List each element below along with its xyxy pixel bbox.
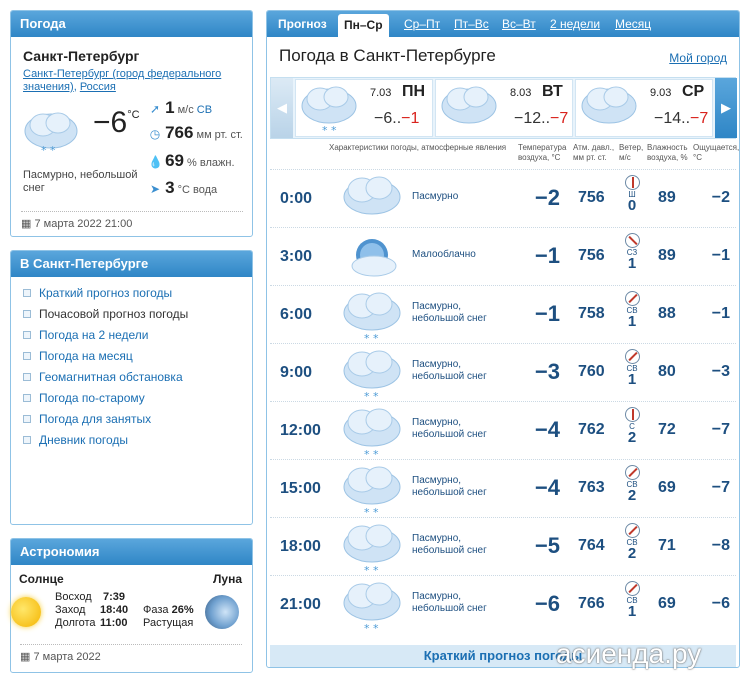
bullet-icon: [23, 436, 31, 444]
cloud-icon: [340, 172, 404, 228]
my-city-link[interactable]: Мой город: [669, 51, 727, 65]
link-geomagnetic[interactable]: Геомагнитная обстановка: [23, 369, 252, 390]
day-of-week: СР: [682, 83, 705, 100]
row-wind: СВ 1: [622, 349, 642, 387]
row-temperature: −4: [534, 417, 560, 442]
cloud-snow-icon: [298, 82, 360, 136]
row-humidity: 89: [658, 247, 676, 264]
row-time: 21:00: [280, 596, 321, 613]
day-of-week: ВТ: [542, 83, 563, 100]
row-description: Пасмурно: [412, 191, 459, 202]
row-time: 18:00: [280, 538, 321, 555]
tab-wed-fri[interactable]: Ср–Пт: [404, 17, 441, 31]
hourly-row: [270, 343, 736, 401]
day-selector: [270, 77, 736, 139]
row-wind: С 2: [622, 407, 642, 445]
partly-cloudy-icon: [342, 232, 402, 282]
svg-text:* *: * *: [364, 564, 379, 576]
row-pressure: 756: [578, 189, 605, 206]
row-humidity: 69: [658, 479, 676, 496]
short-forecast-link[interactable]: Краткий прогноз погоды: [270, 645, 736, 667]
astronomy-date: ▦ 7 марта 2022: [20, 644, 242, 663]
next-arrow-icon[interactable]: ▶: [715, 78, 737, 138]
hourly-row: [270, 169, 736, 227]
tab-sun-tue[interactable]: Вс–Вт: [502, 17, 536, 31]
row-feels-like: −3: [711, 363, 730, 380]
row-temperature: −5: [534, 533, 560, 558]
row-humidity: 89: [658, 189, 676, 206]
moon-phase-row: Фаза 26%: [143, 604, 194, 616]
bullet-icon: [23, 289, 31, 297]
hourly-row: [270, 227, 736, 285]
cloud-snow-icon: [340, 578, 404, 634]
row-temperature: −1: [534, 301, 560, 326]
bullet-icon: [23, 310, 31, 318]
day-card[interactable]: [295, 79, 433, 137]
row-temperature: −4: [534, 475, 560, 500]
day-temp-range: −14..−7: [654, 110, 709, 127]
day-card[interactable]: [435, 79, 573, 137]
city-breadcrumb: Санкт-Петербург (город федерального значения), Россия: [23, 68, 222, 93]
pressure-stat: ◷ 766 мм рт. ст.: [149, 123, 243, 142]
hourly-row: [270, 517, 736, 575]
page-title: Погода в Санкт-Петербурге: [279, 46, 496, 65]
panel-title: В Санкт-Петербурге: [11, 251, 252, 277]
row-description: Пасмурно, небольшой снег: [412, 301, 487, 324]
hourly-row: [270, 459, 736, 517]
row-time: 12:00: [280, 422, 321, 439]
sunrise-row: Восход 7:39: [55, 591, 126, 603]
panel-title: Астрономия: [11, 539, 252, 565]
row-wind: Ш 0: [622, 175, 642, 213]
row-feels-like: −1: [711, 305, 730, 322]
panel-title: Погода: [11, 11, 252, 37]
city-links-list: [11, 277, 252, 453]
row-time: 15:00: [280, 480, 321, 497]
row-wind: СВ 2: [622, 523, 642, 561]
tab-month[interactable]: Месяц: [615, 17, 652, 31]
link-old-style[interactable]: Погода по-старому: [23, 390, 252, 411]
day-date: 9.03: [650, 87, 672, 99]
gauge-icon: ◷: [149, 127, 161, 141]
hourly-row: [270, 285, 736, 343]
row-time: 6:00: [280, 306, 313, 323]
svg-text:* *: * *: [364, 622, 379, 634]
hourly-row: [270, 575, 736, 633]
daylength-row: Долгота 11:00: [55, 617, 128, 629]
wind-stat: ➚ 1 м/с СВ: [149, 98, 213, 117]
wind-compass-icon: [625, 581, 640, 596]
row-wind: СВ 2: [622, 465, 642, 503]
moon-icon: [205, 595, 239, 629]
row-humidity: 72: [658, 421, 676, 438]
wind-compass-icon: [625, 465, 640, 480]
row-humidity: 69: [658, 595, 676, 612]
bullet-icon: [23, 394, 31, 402]
cloud-icon: [438, 82, 500, 132]
row-description: Пасмурно, небольшой снег: [412, 475, 487, 498]
calendar-icon: ▦: [20, 651, 31, 663]
cloud-snow-icon: [340, 462, 404, 518]
link-month[interactable]: Погода на месяц: [23, 348, 252, 369]
row-description: Малооблачно: [412, 249, 476, 260]
row-time: 9:00: [280, 364, 313, 381]
current-weather-panel: [10, 10, 253, 237]
day-temp-range: −6..−1: [374, 110, 420, 127]
row-time: 3:00: [280, 248, 313, 265]
row-pressure: 766: [578, 595, 605, 612]
sun-icon: [11, 597, 41, 627]
row-time: 0:00: [280, 190, 313, 207]
header-feels: Ощущается, °С: [693, 143, 740, 162]
watermark: асиенда.ру: [556, 638, 702, 669]
day-date: 7.03: [370, 87, 392, 99]
calendar-icon: ▦: [21, 218, 32, 230]
moon-label: Луна: [213, 572, 243, 586]
row-temperature: −2: [534, 185, 560, 210]
fish-icon: ➤: [149, 182, 161, 196]
header-conditions: Характеристики погоды, атмосферные явления: [329, 143, 507, 152]
link-two-weeks[interactable]: Погода на 2 недели: [23, 327, 252, 348]
cloud-icon: [578, 82, 640, 132]
sun-label: Солнце: [19, 572, 64, 586]
row-humidity: 71: [658, 537, 676, 554]
cloud-snow-icon: [340, 346, 404, 402]
row-wind: СВ 1: [622, 581, 642, 619]
row-description: Пасмурно, небольшой снег: [412, 359, 487, 382]
wind-compass-icon: [625, 523, 640, 538]
day-of-week: ПН: [402, 83, 426, 100]
row-pressure: 756: [578, 247, 605, 264]
wind-compass-icon: [625, 291, 640, 306]
weather-description: Пасмурно, небольшой снег: [23, 169, 138, 194]
row-feels-like: −8: [711, 537, 730, 554]
row-feels-like: −6: [711, 595, 730, 612]
svg-text:* *: * *: [322, 124, 337, 136]
wind-compass-icon: [625, 175, 640, 190]
link-diary[interactable]: Дневник погоды: [23, 432, 252, 453]
day-card[interactable]: [575, 79, 713, 137]
forecast-tabs: [267, 11, 739, 37]
bullet-icon: [23, 415, 31, 423]
city-links-panel: [10, 250, 253, 525]
bullet-icon: [23, 331, 31, 339]
cloud-snow-icon: [340, 520, 404, 576]
hourly-row: [270, 401, 736, 459]
cloud-snow-icon: [21, 106, 81, 156]
humidity-stat: 💧 69 % влажн.: [148, 151, 235, 170]
link-busy[interactable]: Погода для занятых: [23, 411, 252, 432]
row-temperature: −6: [534, 591, 560, 616]
tab-two-weeks[interactable]: 2 недели: [550, 17, 601, 31]
city-name: Санкт-Петербург: [23, 48, 140, 64]
drop-icon: 💧: [148, 155, 163, 169]
cloud-snow-icon: [340, 404, 404, 460]
water-stat: ➤ 3 °C вода: [149, 178, 218, 197]
tab-forecast[interactable]: Прогноз: [278, 17, 327, 31]
row-pressure: 758: [578, 305, 605, 322]
header-pressure: Атм. давл., мм рт. ст.: [573, 143, 615, 162]
wind-arrow-icon: ➚: [149, 102, 161, 116]
prev-arrow-icon[interactable]: ◀: [271, 78, 293, 138]
row-description: Пасмурно, небольшой снег: [412, 417, 487, 440]
svg-text:* *: * *: [41, 144, 56, 156]
city-full-link[interactable]: Санкт-Петербург (город федерального значения): [23, 68, 222, 93]
sunset-row: Заход 18:40: [55, 604, 129, 616]
wind-compass-icon: [625, 233, 640, 248]
svg-text:* *: * *: [364, 448, 379, 460]
row-pressure: 760: [578, 363, 605, 380]
row-feels-like: −2: [711, 189, 730, 206]
day-date: 8.03: [510, 87, 532, 99]
row-humidity: 80: [658, 363, 676, 380]
header-wind: Ветер, м/с: [619, 143, 644, 162]
forecast-panel: [266, 10, 740, 668]
header-humidity: Влажность воздуха, %: [647, 143, 688, 162]
bullet-icon: [23, 352, 31, 360]
row-pressure: 763: [578, 479, 605, 496]
row-wind: СЗ 1: [622, 233, 642, 271]
row-description: Пасмурно, небольшой снег: [412, 533, 487, 556]
svg-text:* *: * *: [364, 506, 379, 518]
row-pressure: 762: [578, 421, 605, 438]
country-link[interactable]: Россия: [79, 81, 116, 93]
wind-compass-icon: [625, 349, 640, 364]
svg-text:* *: * *: [364, 390, 379, 402]
svg-text:* *: * *: [364, 332, 379, 344]
weather-datetime: ▦ 7 марта 2022 21:00: [21, 211, 243, 230]
row-wind: СВ 1: [622, 291, 642, 329]
row-pressure: 764: [578, 537, 605, 554]
link-short-forecast[interactable]: Краткий прогноз погоды: [23, 285, 252, 306]
moon-phase-state: Растущая: [143, 617, 194, 629]
bullet-icon: [23, 373, 31, 381]
row-feels-like: −7: [711, 421, 730, 438]
day-temp-range: −12..−7: [514, 110, 569, 127]
tab-fri-sun[interactable]: Пт–Вс: [454, 17, 489, 31]
row-temperature: −1: [534, 243, 560, 268]
wind-compass-icon: [625, 407, 640, 422]
row-humidity: 88: [658, 305, 676, 322]
row-temperature: −3: [534, 359, 560, 384]
current-temperature: $-6^{^\circ C}$: [93, 106, 140, 139]
row-feels-like: −7: [711, 479, 730, 496]
cloud-snow-icon: [340, 288, 404, 344]
row-description: Пасмурно, небольшой снег: [412, 591, 487, 614]
row-feels-like: −1: [711, 247, 730, 264]
tab-mon-wed[interactable]: Пн–Ср: [338, 14, 389, 37]
link-hourly-forecast[interactable]: Почасовой прогноз погоды: [23, 306, 252, 327]
header-temperature: Температура воздуха, °С: [518, 143, 567, 162]
